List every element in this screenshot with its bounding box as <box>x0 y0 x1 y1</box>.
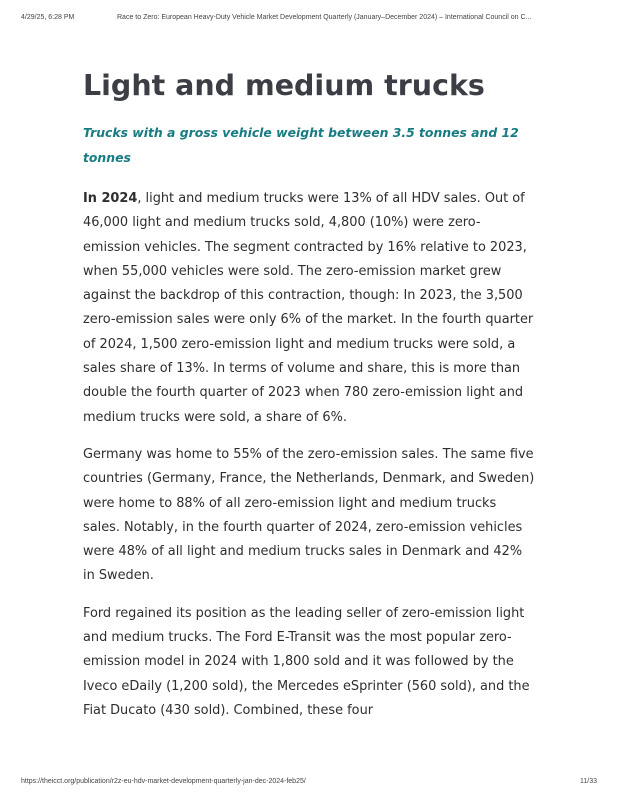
print-url-link[interactable]: https://theicct.org/publication/r2z-eu-hdv-market-development-quarterly-jan-dec-2024-feb25/ <box>21 778 306 785</box>
section-subtitle: Trucks with a gross vehicle weight between 3.5 tonnes and 12 tonnes <box>83 125 519 165</box>
paragraph-sales-overview <box>83 187 535 430</box>
article-content <box>83 66 535 723</box>
paragraph-manufacturers: Ford regained its position as the leading seller of zero-emission light and medium trucks. The Ford E-Transit was the most popular zero-emission model in 2024 with 1,800 sold and it was followed by the Iveco eDaily (1,200 sold), the Mercedes eSprinter (560 sold), and the Fiat Ducato (430 sold). Combined, these four <box>83 605 530 718</box>
print-header <box>21 12 602 24</box>
section-heading: Light and medium trucks <box>83 69 485 102</box>
print-document-title: Race to Zero: European Heavy-Duty Vehicle Market Development Quarterly (January–December 2024) – International Council on C... <box>117 14 532 21</box>
paragraph-text: , light and medium trucks were 13% of all HDV sales. Out of 46,000 light and medium trucks sold, 4,800 (10%) were zero-emission vehicles. The segment contracted by 16% relative to 2023, when 55,000 vehicles were sold. The zero-emission market grew against the backdrop of this contraction, though: In 2023, the 3,500 zero-emission sales were only 6% of the market. In the fourth quarter of 2024, 1,500 zero-emission light and medium trucks were sold, a sales share of 13%. In terms of volume and share, this is more than double the fourth quarter of 2023 when 780 zero-emission light and medium trucks were sold, a share of 6%. <box>83 191 534 425</box>
print-date: 4/29/25, 6:28 PM <box>21 14 75 21</box>
print-footer <box>21 776 597 788</box>
paragraph-country-breakdown: Germany was home to 55% of the zero-emission sales. The same five countries (Germany, France, the Netherlands, Denmark, and Sweden) were home to 88% of all zero-emission light and medium trucks sales. Notably, in the fourth quarter of 2024, zero-emission vehicles were 48% of all light and medium trucks sales in Denmark and 42% in Sweden. <box>83 446 535 584</box>
page-number: 11/33 <box>580 778 597 785</box>
paragraph-lead: In 2024 <box>83 191 138 206</box>
